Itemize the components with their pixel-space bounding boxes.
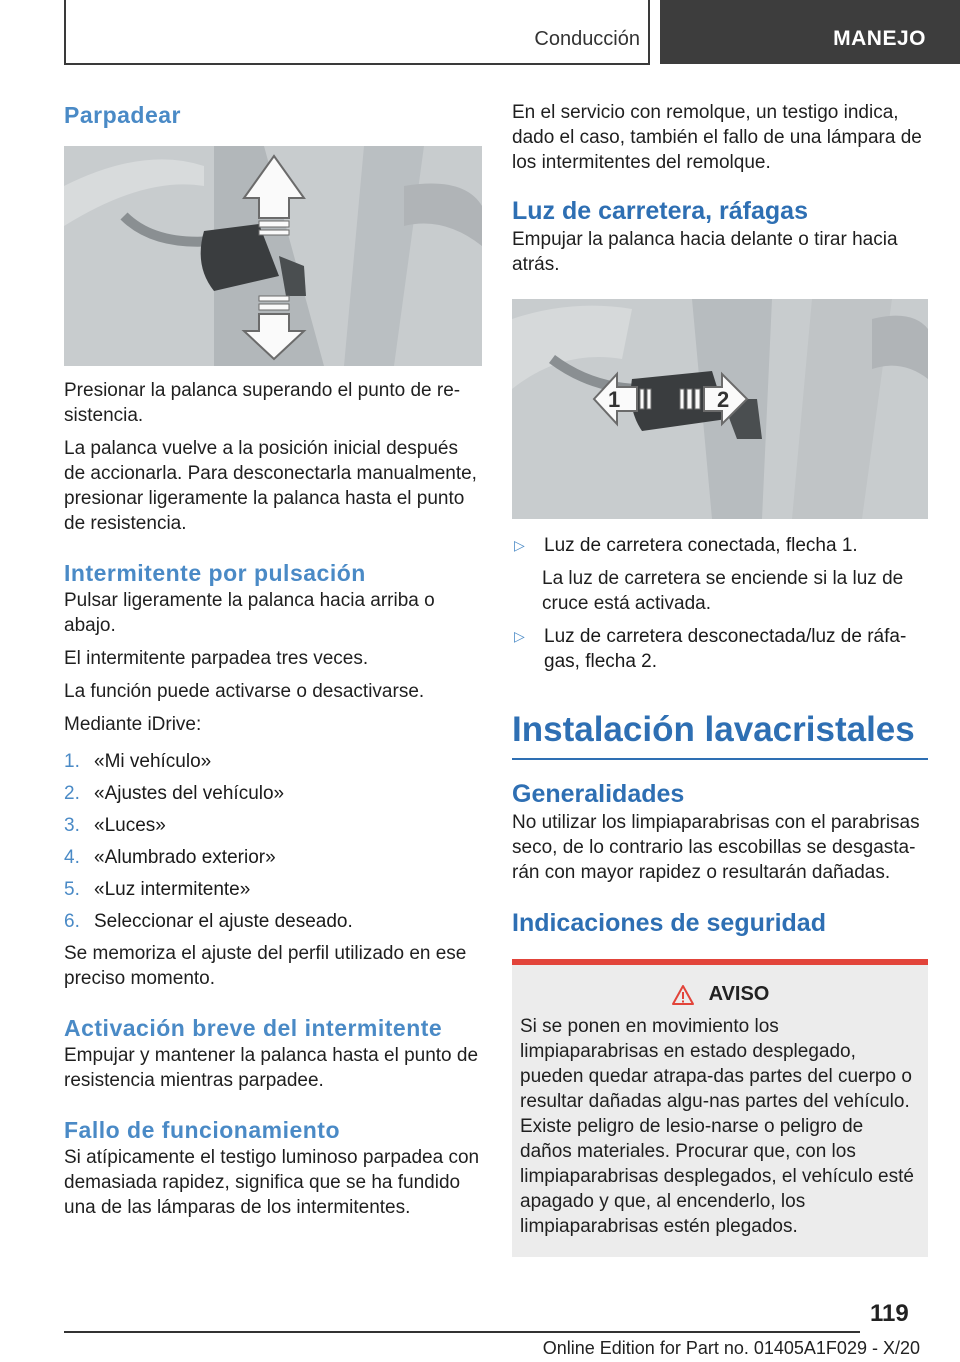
idrive-steps-list [64, 749, 482, 934]
bullet-item [512, 533, 928, 558]
figure-turn-signal-lever [64, 146, 482, 366]
section-intermitente-title: Intermitente por pulsación [64, 560, 366, 586]
remolque-paragraph: En el servicio con remolque, un testigo indica, dado el caso, también el fallo de una lámpara de los intermitentes del remolque. [512, 102, 922, 173]
left-column [64, 100, 482, 1220]
header-chapter-tab [660, 0, 960, 64]
intermitente-paragraph-3: La función puede activarse o desactivarse. [64, 681, 425, 702]
intermitente-paragraph-2: El intermitente parpadea tres veces. [64, 648, 369, 669]
step-text: «Mi vehículo» [94, 751, 212, 772]
bullet-triangle-icon: ▷ [514, 537, 525, 553]
step-number: 6. [64, 911, 80, 932]
activacion-paragraph: Empujar y mantener la palanca hasta el punto de resistencia mientras parpadee. [64, 1045, 479, 1091]
section-luz-carretera-title: Luz de carretera, ráfagas [512, 197, 808, 225]
list-item [64, 877, 482, 902]
warning-header [520, 983, 920, 1006]
section-fallo-title: Fallo de funcionamiento [64, 1117, 341, 1143]
step-text: «Luz intermitente» [94, 879, 251, 900]
section-indicaciones-title: Indicaciones de seguridad [512, 909, 826, 937]
header-bottom-rule [64, 63, 650, 65]
luz-carretera-paragraph: Empujar la palanca hacia delante o tirar hacia atrás. [512, 229, 898, 275]
warning-box [512, 959, 928, 1257]
footer-rule [64, 1331, 860, 1333]
bullet-text: Luz de carretera desconectada/luz de ráfa-gas, flecha 2. [544, 626, 907, 672]
section-generalidades-title: Generalidades [512, 780, 685, 808]
figure-label-2: 2 [717, 387, 730, 412]
parpadear-paragraph-1: Presionar la palanca superando el punto de re-sistencia. [64, 380, 461, 426]
intermitente-paragraph-4: Mediante iDrive: [64, 714, 202, 735]
high-beam-lever-illustration [512, 299, 928, 519]
intermitente-paragraph-1: Pulsar ligeramente la palanca hacia arriba o abajo. [64, 590, 435, 636]
fallo-paragraph: Si atípicamente el testigo luminoso parpadea con demasiada rapidez, significa que se ha fundido una de las lámparas de los intermitentes. [64, 1147, 480, 1218]
header-divider [648, 0, 650, 64]
warning-text: Si se ponen en movimiento los limpiaparabrisas en estado desplegado, pueden quedar atrapa-das partes del cuerpo o resultar dañadas algu-nas partes del vehículo. Existe peligro de lesio-narse o peligro de daños materiales. Procurar que, con los limpiaparabrisas desplegados, el vehículo esté apagado y que, al encenderlo, los limpiaparabrisas estén plegados. [520, 1016, 914, 1237]
step-text: «Ajustes del vehículo» [94, 783, 285, 804]
step-number: 3. [64, 815, 80, 836]
list-item [64, 813, 482, 838]
step-number: 1. [64, 751, 80, 772]
step-number: 2. [64, 783, 80, 804]
figure-label-1: 1 [608, 387, 621, 412]
warning-triangle-icon [671, 984, 695, 1006]
generalidades-paragraph: No utilizar los limpiaparabrisas con el parabrisas seco, de lo contrario las escobillas se desgasta-rán con mayor rapidez o resultarán dañadas. [512, 812, 920, 883]
footer-edition: Online Edition for Part no. 01405A1F029 - X/20 [542, 1338, 920, 1358]
list-item [64, 781, 482, 806]
bullet-item [512, 624, 928, 674]
page-number: 119 [870, 1300, 909, 1327]
section-parpadear-title: Parpadear [64, 102, 182, 128]
turn-signal-lever-illustration [64, 146, 482, 366]
right-column [512, 100, 928, 1257]
bullet-text: Luz de carretera conectada, flecha 1. [544, 535, 858, 556]
step-text: Seleccionar el ajuste deseado. [94, 911, 353, 932]
step-text: «Alumbrado exterior» [94, 847, 276, 868]
list-item [64, 749, 482, 774]
step-text: «Luces» [94, 815, 166, 836]
chapter-title-instalacion: Instalación lavacristales [512, 708, 928, 760]
step-number: 5. [64, 879, 80, 900]
parpadear-paragraph-2: La palanca vuelve a la posición inicial después de accionarla. Para desconectarla manualmente, presionar ligeramente la palanca hasta el punto de resistencia. [64, 438, 477, 534]
section-activacion-title: Activación breve del intermitente [64, 1015, 443, 1041]
list-item [64, 845, 482, 870]
bullet-triangle-icon: ▷ [514, 628, 525, 644]
warning-title: AVISO [708, 983, 770, 1005]
header-chapter-label: MANEJO [833, 27, 926, 50]
bullet-subtext: La luz de carretera se enciende si la luz de cruce está activada. [542, 568, 904, 614]
figure-high-beam-lever [512, 299, 928, 519]
header-section-title: Conducción [534, 28, 640, 50]
step-number: 4. [64, 847, 80, 868]
list-item [64, 909, 482, 934]
header-left-rule [64, 0, 66, 64]
intermitente-paragraph-5: Se memoriza el ajuste del perfil utilizado en ese preciso momento. [64, 943, 467, 989]
